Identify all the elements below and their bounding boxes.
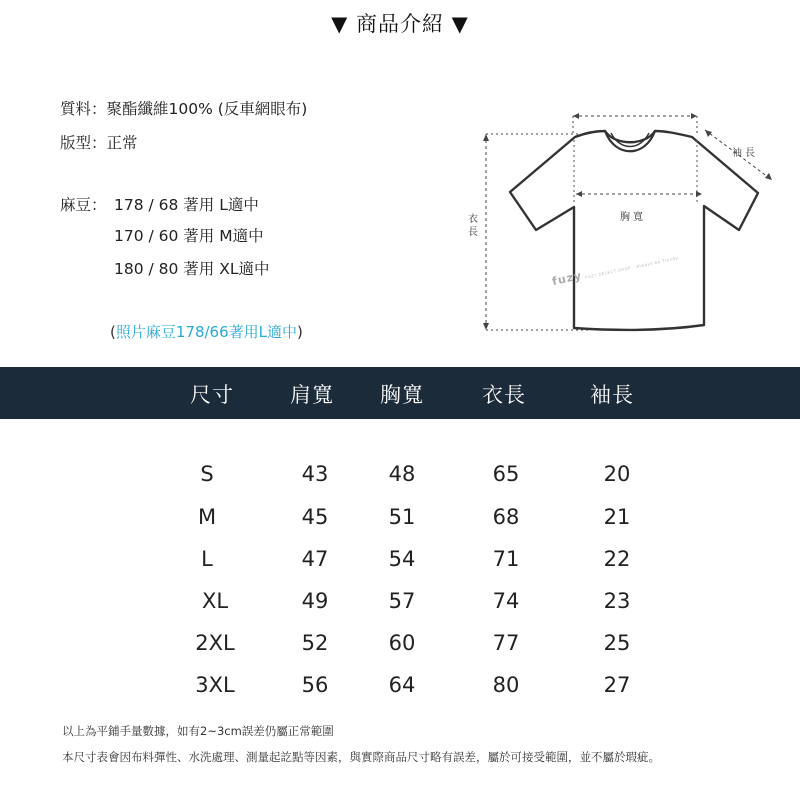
brand-watermark: fuzy	[550, 269, 584, 288]
size-cell-shoulder: 56	[301, 673, 329, 697]
header-sleeve: 袖長	[590, 383, 634, 407]
size-cell-sleeve: 22	[603, 547, 631, 571]
size-cell-length: 77	[492, 631, 520, 655]
size-cell-size: S	[200, 462, 214, 486]
size-cell-shoulder: 47	[301, 547, 329, 571]
size-cell-sleeve: 27	[603, 673, 631, 697]
sleeve-length-label: 袖長	[732, 148, 758, 159]
size-cell-length: 80	[492, 673, 520, 697]
footnote-disclaimer: 本尺寸表會因布料彈性、水洗處理、測量起訖點等因素，與實際商品尺寸略有誤差，屬於可接受範圍，並不屬於瑕疵。	[62, 750, 660, 764]
photo-note-close: )	[297, 323, 303, 341]
tshirt-size-diagram	[470, 100, 780, 340]
header-chest: 胸寬	[380, 383, 424, 407]
chest-width-label: 胸寬	[620, 212, 646, 223]
model-line-1: 178 / 68 著用 L適中	[114, 196, 259, 214]
photo-model-note	[110, 321, 303, 342]
size-cell-chest: 54	[388, 547, 416, 571]
size-cell-length: 74	[492, 589, 520, 613]
size-cell-shoulder: 49	[301, 589, 329, 613]
size-cell-length: 68	[492, 505, 520, 529]
model-line-2: 170 / 60 著用 M適中	[114, 227, 264, 245]
size-cell-sleeve: 21	[603, 505, 631, 529]
size-cell-chest: 57	[388, 589, 416, 613]
size-cell-size: 3XL	[195, 673, 235, 697]
fit-text: 版型：正常	[60, 134, 138, 152]
size-cell-sleeve: 20	[603, 462, 631, 486]
header-size: 尺寸	[190, 383, 234, 407]
size-cell-chest: 48	[388, 462, 416, 486]
header-shoulder: 肩寬	[290, 383, 334, 407]
size-cell-length: 71	[492, 547, 520, 571]
size-cell-size: M	[197, 505, 217, 529]
size-cell-size: L	[201, 547, 213, 571]
size-cell-chest: 51	[388, 505, 416, 529]
model-label: 麻豆：	[60, 196, 107, 214]
size-cell-chest: 60	[388, 631, 416, 655]
brand-watermark-sub: FUZY SELECT SHOP · Always be Trendy	[584, 255, 679, 280]
photo-note-text: 照片麻豆178/66著用L適中	[115, 323, 297, 341]
body-length-label: 衣長	[468, 214, 478, 238]
size-cell-size: 2XL	[195, 631, 235, 655]
size-cell-shoulder: 52	[301, 631, 329, 655]
photo-note-open: (	[110, 323, 116, 341]
size-cell-length: 65	[492, 462, 520, 486]
size-cell-shoulder: 45	[301, 505, 329, 529]
size-cell-chest: 64	[388, 673, 416, 697]
size-cell-shoulder: 43	[301, 462, 329, 486]
size-cell-sleeve: 23	[603, 589, 631, 613]
size-table-header	[0, 367, 800, 419]
size-cell-size: XL	[201, 589, 229, 613]
size-cell-sleeve: 25	[603, 631, 631, 655]
model-line-3: 180 / 80 著用 XL適中	[114, 260, 270, 278]
material-text: 質料：聚酯纖維100% (反車網眼布)	[60, 100, 308, 118]
page-title: ▼ 商品介紹 ▼	[331, 12, 469, 36]
footnote-tolerance: 以上為平鋪手量數據，如有2~3cm誤差仍屬正常範圍	[62, 724, 334, 738]
header-length: 衣長	[482, 383, 526, 407]
